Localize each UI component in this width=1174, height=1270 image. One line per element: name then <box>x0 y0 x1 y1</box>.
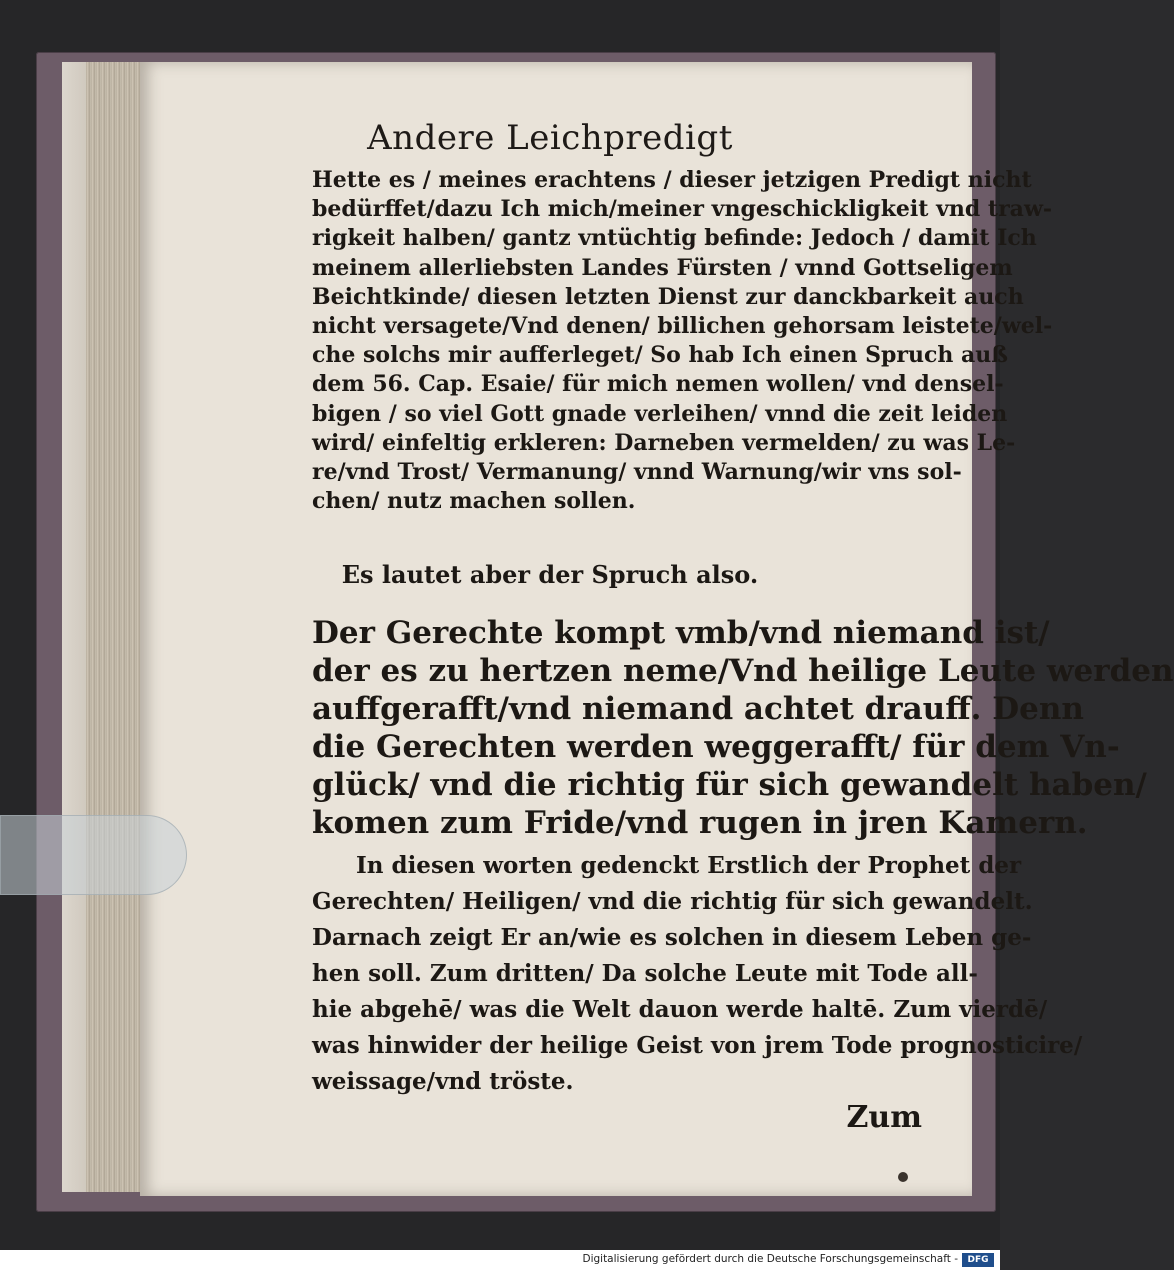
page-stack <box>86 62 142 1192</box>
text-line: was hinwider der heilige Geist von jrem Tode prognosticire/ <box>312 1032 1083 1059</box>
dfg-logo-icon: DFG <box>962 1253 994 1267</box>
text-line: che solchs mir aufferleget/ So hab Ich einen Spruch auß <box>312 342 1008 369</box>
quote-line: glück/ vnd die richtig für sich gewandelt haben/ <box>312 767 1147 803</box>
bookmark-clip <box>0 815 187 895</box>
text-line: rigkeit halben/ gantz vntüchtig befinde: Jedoch / damit Ich <box>312 225 1037 252</box>
text-line: chen/ nutz machen sollen. <box>312 488 636 515</box>
footer-credit: Digitalisierung gefördert durch die Deutsche Forschungsgemeinschaft - <box>582 1253 958 1265</box>
running-head: Andere Leichpredigt <box>367 118 733 158</box>
paragraph-intro <box>312 166 1053 516</box>
text-line: meinem allerliebsten Landes Fürsten / vnnd Gottseligem <box>312 254 1013 281</box>
quote-line: komen zum Fride/vnd rugen in jren Kamern. <box>312 805 1088 841</box>
text-line: bigen / so viel Gott gnade verleihen/ vnnd die zeit leiden <box>312 400 1008 427</box>
text-line: Gerechten/ Heiligen/ vnd die richtig für sich gewandelt. <box>312 888 1033 915</box>
text-line: hen soll. Zum dritten/ Da solche Leute mit Tode all- <box>312 960 978 987</box>
text-line: Darnach zeigt Er an/wie es solchen in diesem Leben ge- <box>312 924 1032 951</box>
scripture-quote <box>312 614 1174 842</box>
paragraph-commentary <box>312 848 1083 1100</box>
quote-line: Der Gerechte kompt vmb/vnd niemand ist/ <box>312 615 1050 651</box>
ornament-dot <box>898 1172 908 1182</box>
footer-bar <box>0 1250 1000 1270</box>
text-line: bedürffet/dazu Ich mich/meiner vngeschickligkeit vnd traw- <box>312 196 1053 223</box>
subheading: Es lautet aber der Spruch also. <box>341 560 759 589</box>
text-line: In diesen worten gedenckt Erstlich der Prophet der <box>356 852 1022 879</box>
text-line: Hette es / meines erachtens / dieser jetzigen Predigt nicht <box>312 167 1032 193</box>
text-line: dem 56. Cap. Esaie/ für mich nemen wollen/ vnd densel- <box>312 371 1004 398</box>
catchword: Zum <box>846 1100 922 1135</box>
text-line: hie abgehē/ was die Welt dauon werde haltē. Zum vierdē/ <box>312 996 1048 1023</box>
quote-line: der es zu hertzen neme/Vnd heilige Leute werden <box>312 653 1174 689</box>
page-edge <box>62 62 88 1192</box>
quote-line: auffgerafft/vnd niemand achtet drauff. Denn <box>312 691 1084 727</box>
text-line: Beichtkinde/ diesen letzten Dienst zur danckbarkeit auch <box>312 283 1024 310</box>
text-line: re/vnd Trost/ Vermanung/ vnnd Warnung/wir vns sol- <box>312 459 962 486</box>
text-line: wird/ einfeltig erkleren: Darneben vermelden/ zu was Le- <box>312 429 1016 456</box>
text-line: weissage/vnd tröste. <box>312 1068 574 1095</box>
quote-line: die Gerechten werden weggerafft/ für dem Vn- <box>312 729 1120 765</box>
text-line: nicht versagete/Vnd denen/ billichen gehorsam leistete/wel- <box>312 313 1053 340</box>
